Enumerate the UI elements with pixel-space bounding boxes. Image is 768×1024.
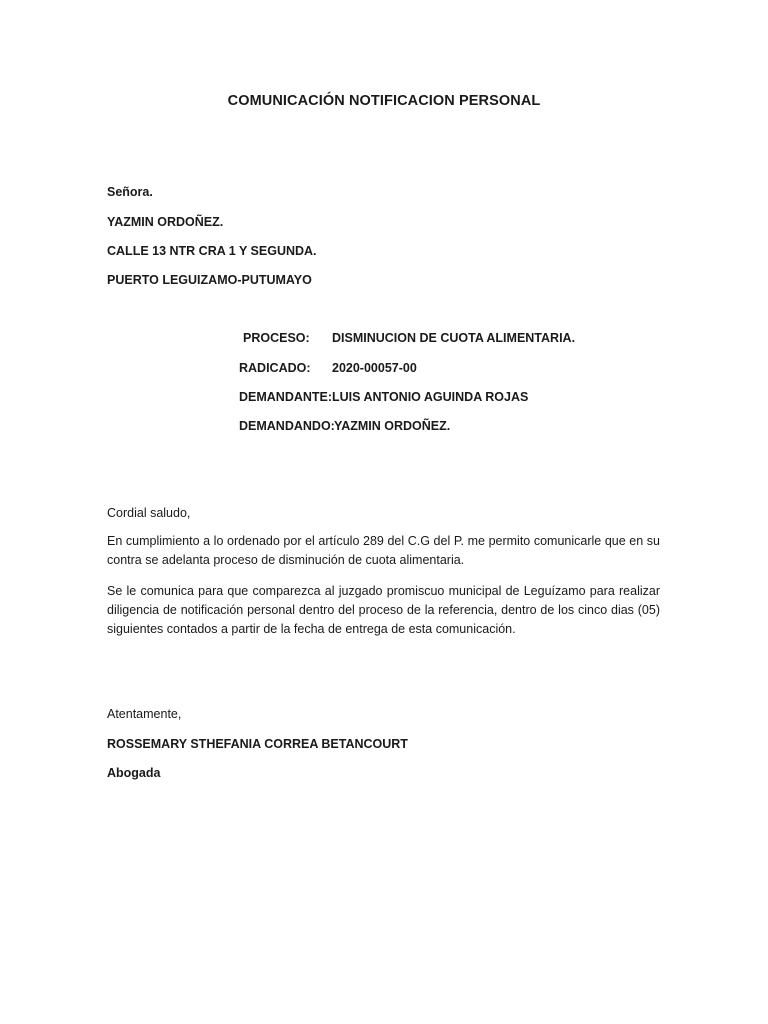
radicado-value: 2020-00057-00 — [332, 361, 417, 375]
addressee-city: PUERTO LEGUIZAMO-PUTUMAYO — [107, 273, 312, 287]
proceso-value: DISMINUCION DE CUOTA ALIMENTARIA. — [332, 331, 576, 345]
closing: Atentamente, — [107, 707, 182, 721]
proceso-label: PROCESO: — [243, 331, 310, 345]
body-paragraph-2: Se le comunica para que comparezca al juzgado promiscuo municipal de Leguízamo para realizar diligencia de notificación personal dentro del proceso de la referencia, dentro de los cinco dias (05) siguientes contados a partir de la fecha de entrega de esta comunicación. — [107, 584, 660, 636]
signer-title: Abogada — [107, 766, 161, 780]
demandante-value: LUIS ANTONIO AGUINDA ROJAS — [332, 390, 529, 404]
document-title: COMUNICACIÓN NOTIFICACION PERSONAL — [227, 93, 541, 109]
addressee-address: CALLE 13 NTR CRA 1 Y SEGUNDA. — [107, 244, 317, 258]
demandado-label: DEMANDANDO: — [239, 419, 335, 433]
signer-name: ROSSEMARY STHEFANIA CORREA BETANCOURT — [107, 737, 408, 751]
demandante-label: DEMANDANTE: — [239, 390, 333, 404]
greeting: Cordial saludo, — [107, 506, 191, 520]
addressee-salutation: Señora. — [107, 185, 153, 199]
body-paragraph-1: En cumplimiento a lo ordenado por el artículo 289 del C.G del P. me permito comunicarle que en su contra se adelanta proceso de disminución de cuota alimentaria. — [107, 534, 660, 567]
addressee-name: YAZMIN ORDOÑEZ. — [107, 215, 224, 229]
radicado-label: RADICADO: — [239, 361, 311, 375]
demandado-value: YAZMIN ORDOÑEZ. — [334, 419, 451, 433]
